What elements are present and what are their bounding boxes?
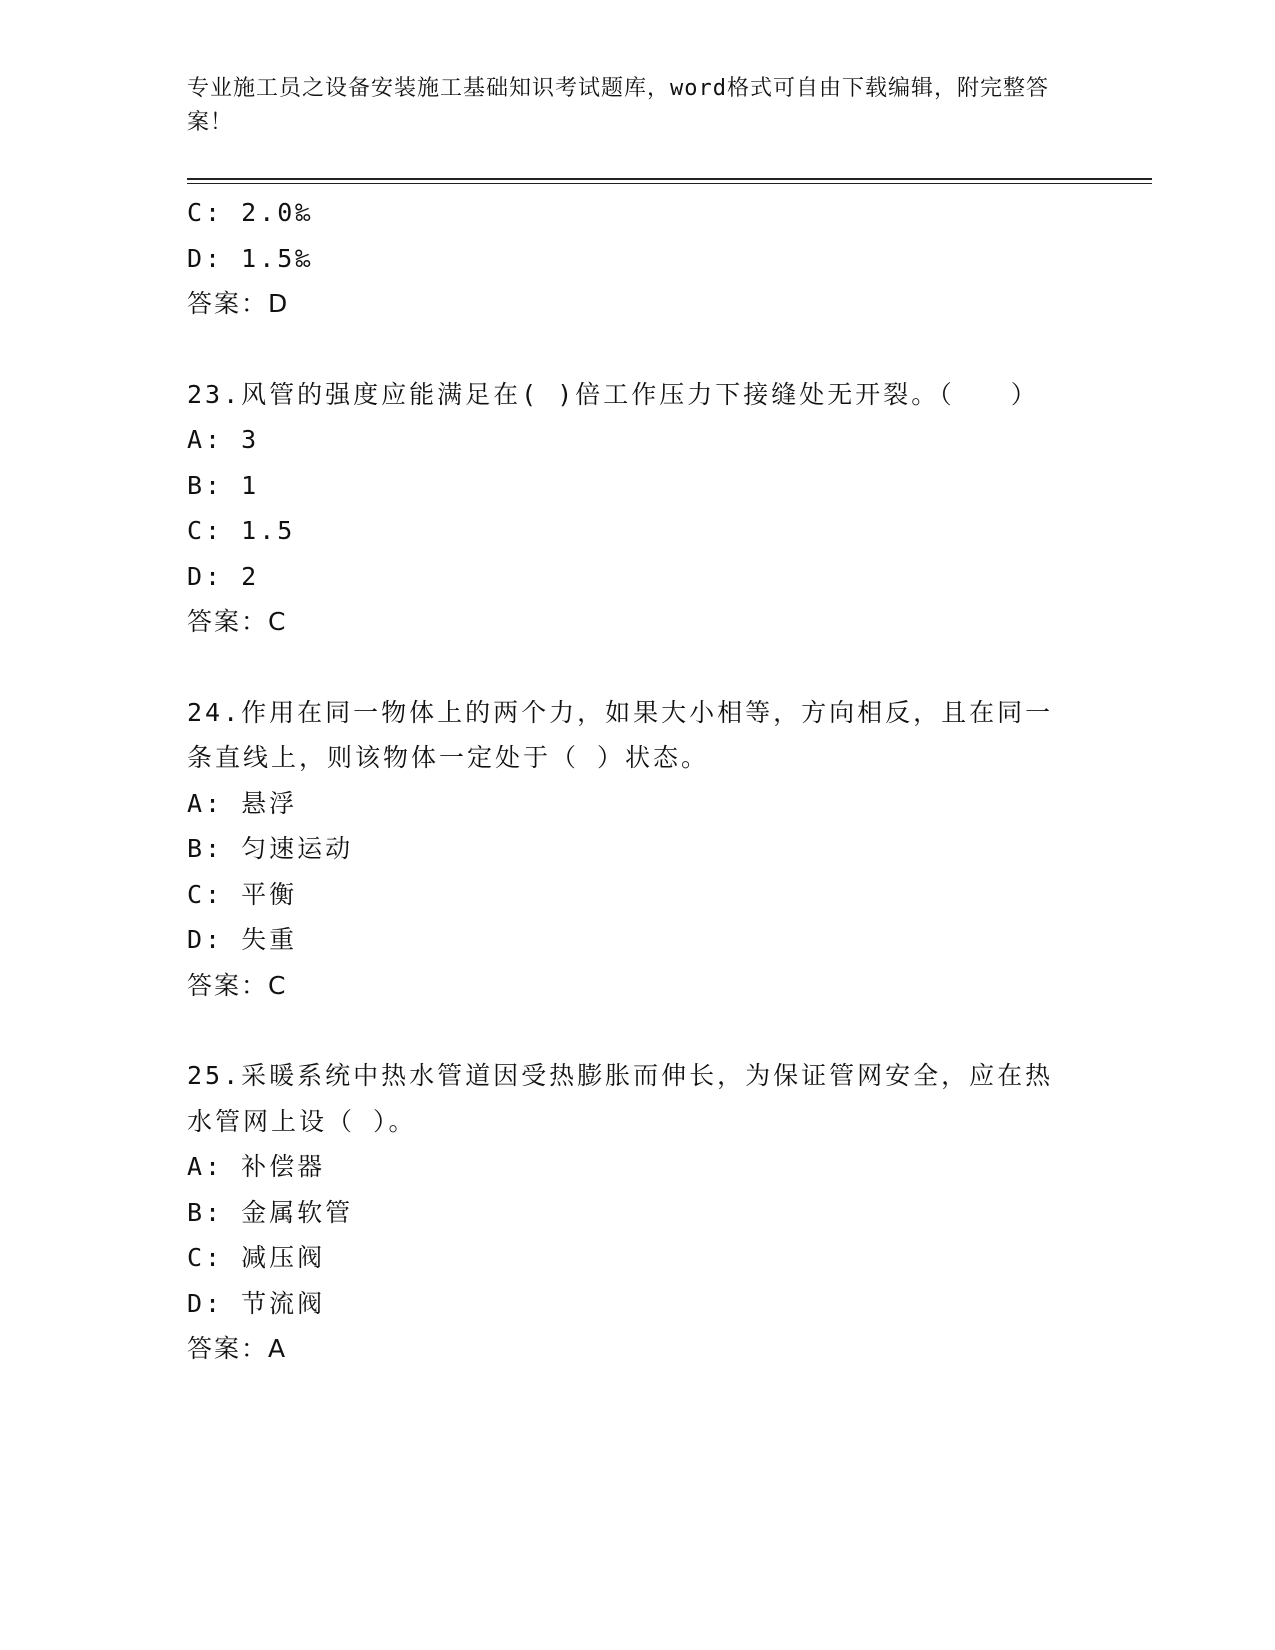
option-d: D: 2	[187, 561, 260, 591]
question-stem: 23.风管的强度应能满足在( )倍工作压力下接缝处无开裂。（ ）	[187, 379, 1039, 409]
question-list	[187, 190, 1077, 1372]
question-25	[187, 1053, 1077, 1372]
option-d: D: 1.5‰	[187, 243, 314, 273]
answer-line: 答案：C	[187, 607, 288, 636]
previous-question-continuation	[187, 190, 1077, 327]
option-b: B: 1	[187, 470, 260, 500]
option-b: B: 金属软管	[187, 1197, 354, 1227]
header-divider-thick	[187, 178, 1152, 180]
option-c: C: 减压阀	[187, 1243, 326, 1272]
question-stem: 24.作用在同一物体上的两个力，如果大小相等，方向相反，且在同一条直线上，则该物体一定处于（ ）状态。	[187, 697, 1054, 772]
question-stem: 25.采暖系统中热水管道因受热膨胀而伸长，为保证管网安全，应在热水管网上设（ ）。	[187, 1061, 1054, 1136]
option-a: A: 悬浮	[187, 788, 298, 818]
question-24	[187, 690, 1077, 1009]
question-23	[187, 372, 1077, 645]
option-d: D: 节流阀	[187, 1288, 326, 1318]
document-header: 专业施工员之设备安装施工基础知识考试题库，word格式可自由下载编辑，附完整答案！	[187, 76, 1049, 135]
option-c: C: 平衡	[187, 879, 298, 909]
option-c: C: 1.5	[187, 516, 296, 545]
option-a: A: 3	[187, 425, 260, 454]
option-d: D: 失重	[187, 925, 298, 954]
answer-line: 答案：A	[187, 1334, 288, 1363]
option-c: C: 2.0‰	[187, 198, 314, 227]
option-b: B: 匀速运动	[187, 834, 354, 863]
answer-line: 答案：C	[187, 970, 288, 1000]
option-a: A: 补偿器	[187, 1152, 326, 1181]
header-divider-thin	[187, 183, 1152, 184]
answer-line: 答案：D	[187, 289, 290, 318]
